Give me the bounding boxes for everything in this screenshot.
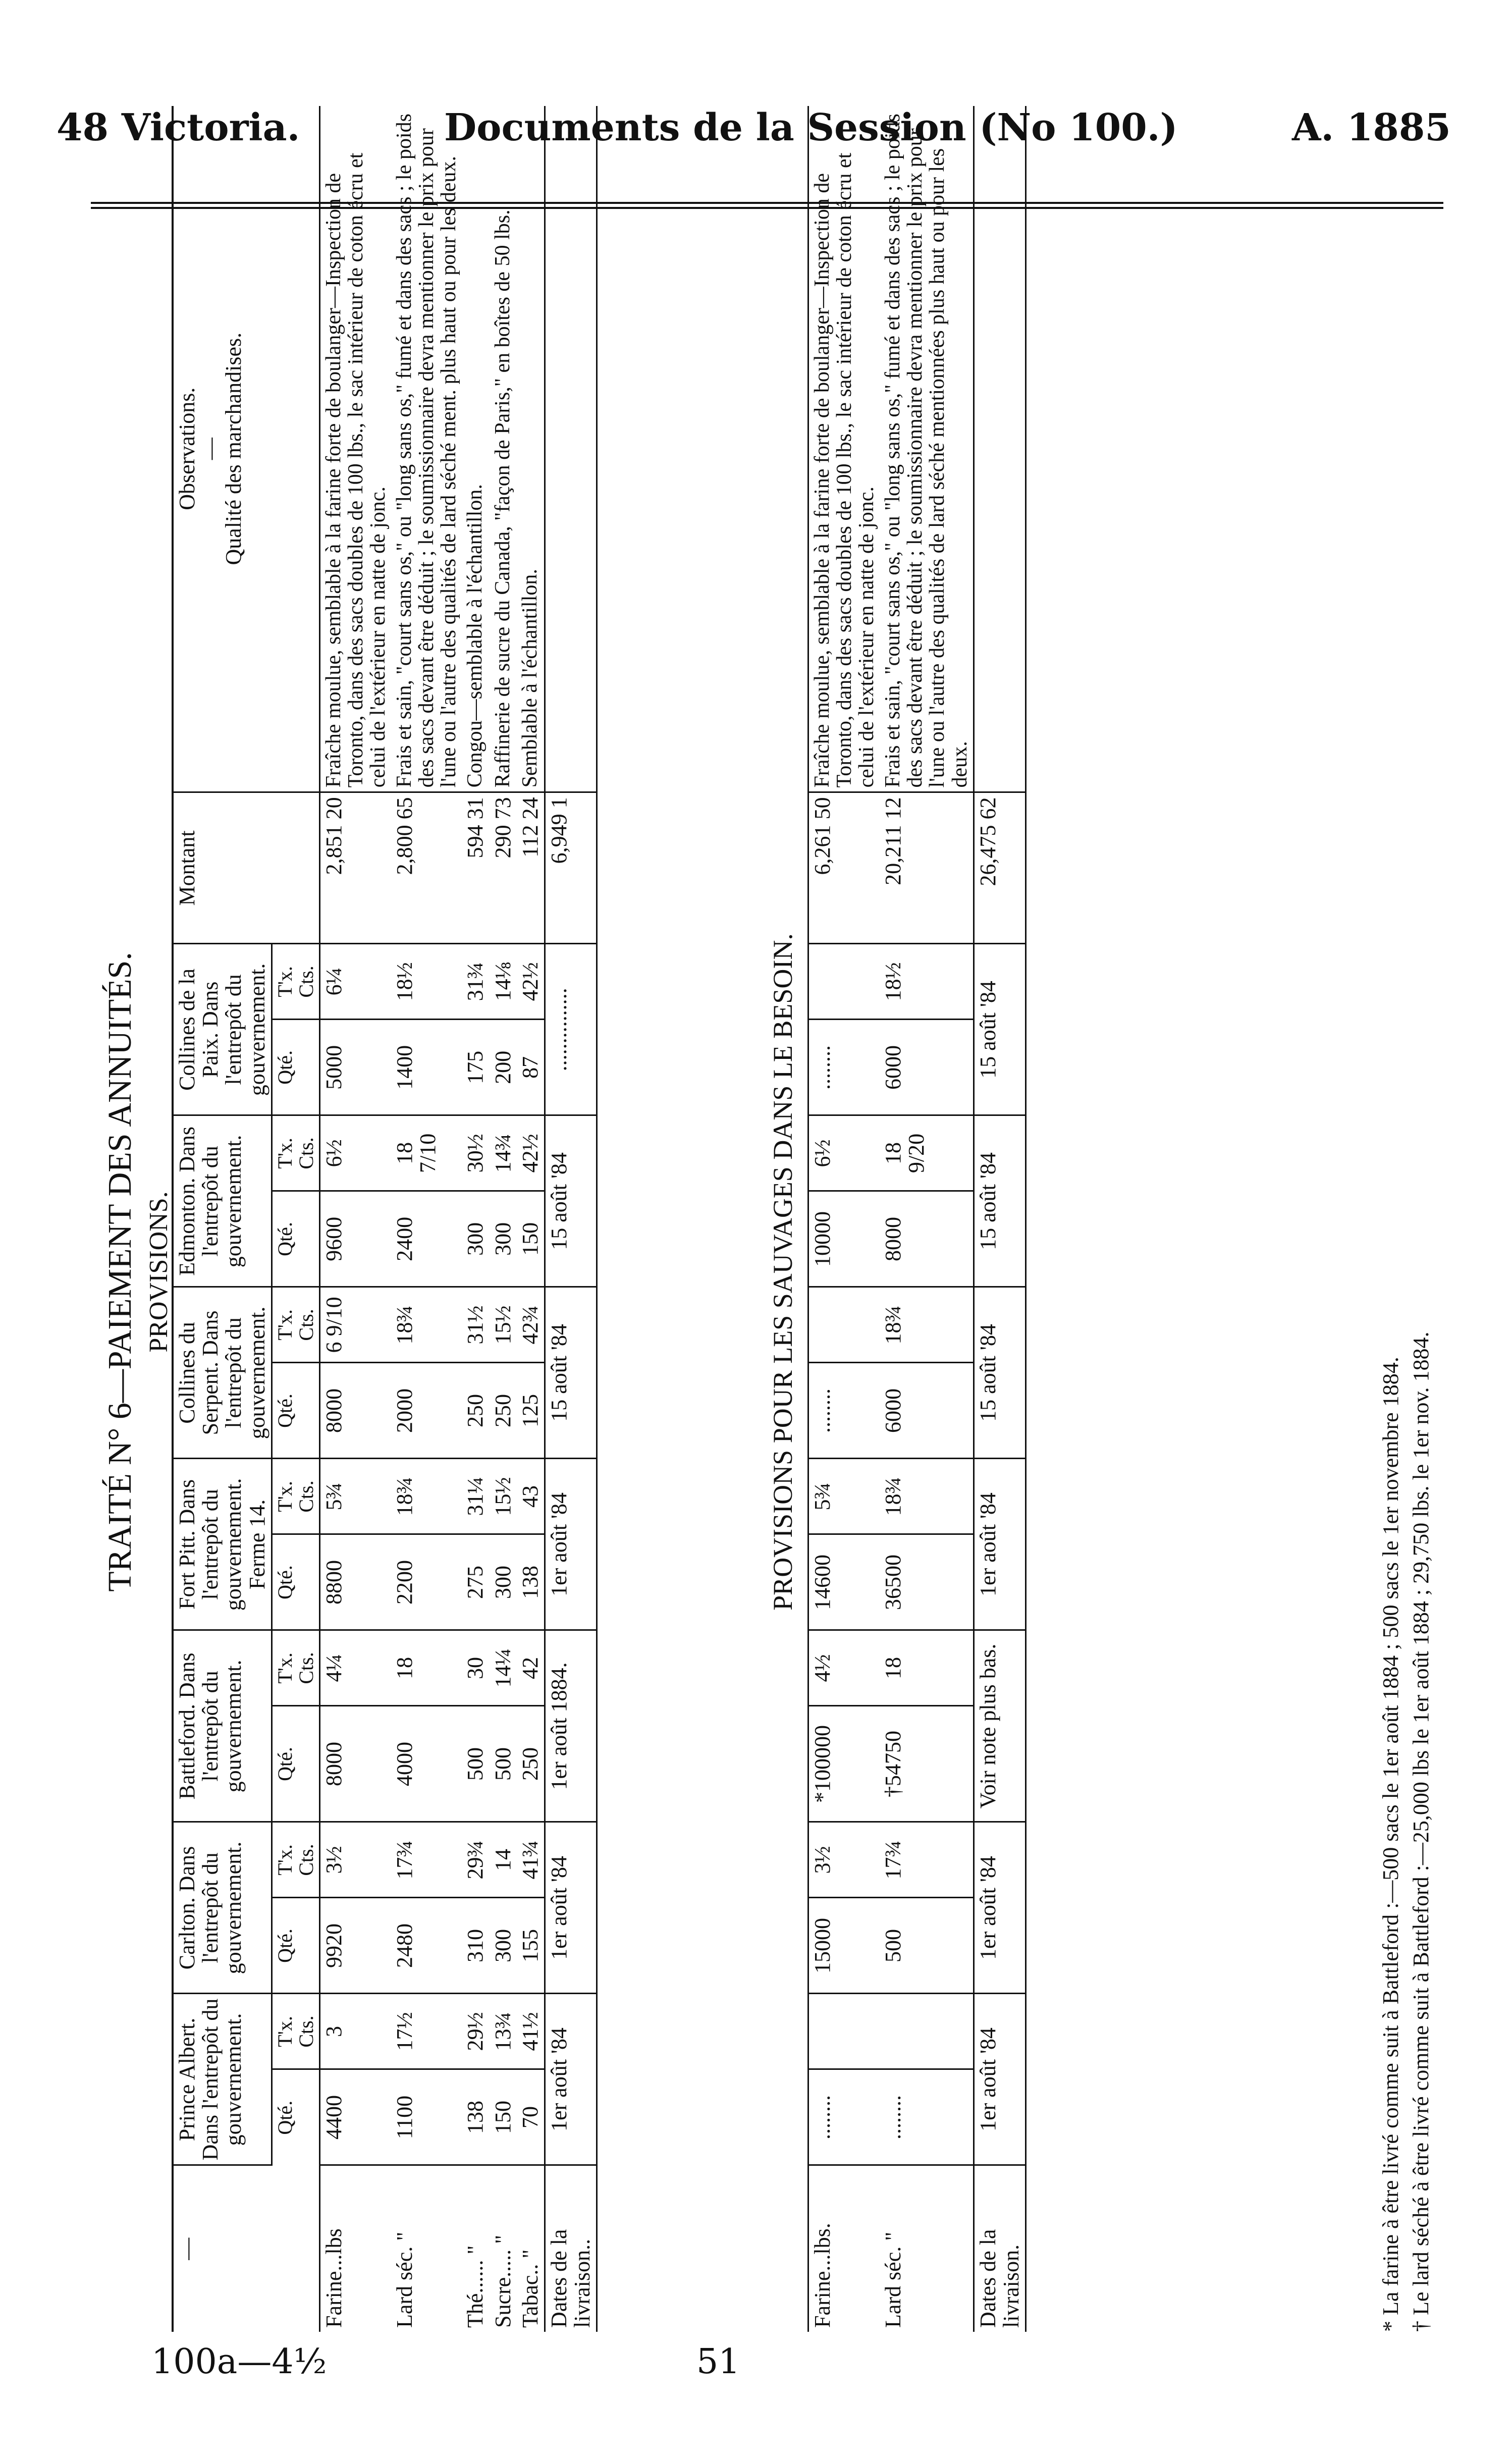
- tx-header: [272, 1287, 319, 1363]
- provisions-table: [172, 106, 598, 2332]
- price-cell: 18¾: [880, 1459, 974, 1534]
- tx-label: T'x.: [273, 2016, 296, 2047]
- observation-cell: Fraîche moulue, semblable à la farine forte de boulanger—Inspection de Toronto, dans des sacs doubles de 100 lbs., le sac intérieur de coton écru et celui de l'extérieur en natte de jonc.: [319, 106, 391, 792]
- table-row: [319, 106, 391, 2332]
- tx-label: T'x.: [273, 1844, 296, 1876]
- quantity-cell: 36500: [880, 1534, 974, 1630]
- quantity-cell: 70: [517, 2069, 545, 2165]
- table-row: [880, 106, 974, 2332]
- quantity-cell: 125: [517, 1363, 545, 1459]
- price-cell: 4¼: [319, 1630, 391, 1706]
- dates-label: Dates de la livraison..: [546, 2229, 595, 2328]
- quantity-cell: 300: [490, 1898, 517, 1994]
- quantity-cell: 2480: [391, 1898, 462, 1994]
- delivery-date-cell: 1er août '84: [545, 1822, 597, 1994]
- quantity-cell: 310: [462, 1898, 489, 1994]
- delivery-date-cell: 1er août '84: [974, 1459, 1025, 1630]
- amount-cell: 594 31: [462, 792, 489, 944]
- table-subtitle: PROVISIONS.: [144, 1191, 173, 1353]
- tx-header: [272, 1459, 319, 1534]
- needy-title: PROVISIONS POUR LES SAUVAGES DANS LE BESOIN.: [768, 933, 798, 1611]
- quantity-cell: 8000: [319, 1706, 391, 1822]
- price-cell: 6½: [808, 1115, 880, 1191]
- price-cell: 18¾: [391, 1287, 462, 1363]
- price-cell: 3½: [808, 1822, 880, 1898]
- price-cell: 41¾: [517, 1822, 545, 1898]
- header-document-title: Documents de la Session (No 100.): [444, 106, 1178, 149]
- price-cell: 17¾: [880, 1822, 974, 1898]
- price-cell: 13¾: [490, 1994, 517, 2069]
- quantity-cell: 500: [880, 1898, 974, 1994]
- empty-cell: [974, 106, 1025, 792]
- delivery-date-cell: 15 août '84: [545, 1115, 597, 1287]
- quantity-cell: 175: [462, 1020, 489, 1115]
- quantity-cell: 500: [462, 1706, 489, 1822]
- amount-cell: 6,261 50: [808, 792, 880, 944]
- price-cell: 6½: [319, 1115, 391, 1191]
- delivery-date-cell: 1er août '84: [545, 1994, 597, 2165]
- amount-cell: 290 73: [490, 792, 517, 944]
- quantity-cell: 1400: [391, 1020, 462, 1115]
- price-cell: 18¾: [391, 1459, 462, 1534]
- price-cell: 5¾: [319, 1459, 391, 1534]
- observation-cell: Congou—semblable à l'échantillon.: [462, 106, 489, 792]
- price-cell: 5¾: [808, 1459, 880, 1534]
- quantity-cell: *100000: [808, 1706, 880, 1822]
- quantity-cell: 9600: [319, 1191, 391, 1287]
- price-cell: 42½: [517, 944, 545, 1020]
- item-name: Tabac.. ": [517, 2249, 543, 2328]
- footnote-pork: † Le lard séché à être livré comme suit à Battleford :—25,000 lbs le 1er août 1884 ; 29,750 lbs. le 1er nov. 1884.: [1409, 1331, 1433, 2332]
- observations-title: Observations.: [175, 387, 199, 510]
- quantity-cell: ........: [880, 2069, 974, 2165]
- quantity-cell: 300: [490, 1534, 517, 1630]
- item-header: —: [173, 2165, 319, 2332]
- price-cell: 14¼: [490, 1630, 517, 1706]
- qte-header: Qté.: [272, 1534, 319, 1630]
- delivery-date-cell: 15 août '84: [974, 1115, 1025, 1287]
- quantity-cell: 2400: [391, 1191, 462, 1287]
- quantity-cell: 15000: [808, 1898, 880, 1994]
- table-row: [391, 106, 462, 2332]
- delivery-date-cell: 15 août '84: [974, 1287, 1025, 1459]
- price-cell: 3½: [319, 1822, 391, 1898]
- price-cell: 42¾: [517, 1287, 545, 1363]
- item-name: Farine...lbs: [321, 2228, 346, 2328]
- price-cell: 42½: [517, 1115, 545, 1191]
- price-cell: [808, 944, 880, 1020]
- quantity-cell: 2000: [391, 1363, 462, 1459]
- price-cell: [880, 1994, 974, 2069]
- tx-header: [272, 1994, 319, 2069]
- quantity-cell: 200: [490, 1020, 517, 1115]
- quantity-cell: 2200: [391, 1534, 462, 1630]
- item-name: Sucre..... ": [490, 2234, 515, 2328]
- item-name: Thé...... ": [463, 2245, 488, 2328]
- item-name: Farine...lbs.: [810, 2223, 835, 2328]
- quantity-cell: 138: [517, 1534, 545, 1630]
- cts-label: Cts.: [294, 966, 317, 998]
- col-collines-paix: Collines de la Paix. Dans l'entrepôt du gouvernement.: [173, 944, 272, 1115]
- tx-header: [272, 1115, 319, 1191]
- footnote-flour: * La farine à être livré comme suit à Battleford :—500 sacs le 1er août 1884 ; 500 sacs le 1er novembre 1884.: [1378, 1357, 1403, 2332]
- qte-header: Qté.: [272, 1706, 319, 1822]
- price-cell: 18: [880, 1630, 974, 1706]
- price-cell: 18½: [880, 944, 974, 1020]
- quantity-cell: 138: [462, 2069, 489, 2165]
- observation-cell: Frais et sain, "court sans os," ou "long sans os," fumé et dans des sacs ; le poids des sacs devant être déduit ; le soumissionnaire devra mentionner le prix pour l'une ou l'autre des qualités de lard séché ment. plus haut ou pour les deux.: [391, 106, 462, 792]
- price-cell: 3: [319, 1994, 391, 2069]
- observations-subtitle: Qualité des marchandises.: [221, 332, 246, 565]
- qte-header: Qté.: [272, 1363, 319, 1459]
- quantity-cell: ........: [808, 1363, 880, 1459]
- price-cell: 31½: [462, 1287, 489, 1363]
- cts-label: Cts.: [294, 1480, 317, 1513]
- quantity-cell: 6000: [880, 1363, 974, 1459]
- col-collines-serpent: Collines du Serpent. Dans l'entrepôt du gouvernement.: [173, 1287, 272, 1459]
- delivery-date-cell: 1er août '84: [545, 1459, 597, 1630]
- table-row: [808, 106, 880, 2332]
- tx-label: T'x.: [273, 966, 296, 997]
- price-cell: 15½: [490, 1459, 517, 1534]
- quantity-cell: 9920: [319, 1898, 391, 1994]
- price-cell: 18½: [391, 944, 462, 1020]
- quantity-cell: 8000: [319, 1363, 391, 1459]
- cts-label: Cts.: [294, 1309, 317, 1341]
- needy-provisions-table: [807, 106, 1027, 2332]
- price-cell: [808, 1287, 880, 1363]
- dates-label: Dates de la livraison.: [975, 2229, 1023, 2328]
- quantity-cell: 300: [490, 1191, 517, 1287]
- tx-label: T'x.: [273, 1309, 296, 1341]
- tx-header: [272, 944, 319, 1020]
- col-battleford: Battleford. Dans l'entrepôt du gouvernement.: [173, 1630, 272, 1822]
- quantity-cell: 10000: [808, 1191, 880, 1287]
- observation-cell: Raffinerie de sucre du Canada, "façon de Paris," en boîtes de 50 lbs.: [490, 106, 517, 792]
- table-row: [490, 106, 517, 2332]
- tx-header: [272, 1822, 319, 1898]
- price-cell: 14¾: [490, 1115, 517, 1191]
- price-cell: 6 9/10: [319, 1287, 391, 1363]
- delivery-date-cell: ...............: [545, 944, 597, 1115]
- quantity-cell: 300: [462, 1191, 489, 1287]
- price-cell: 14⅛: [490, 944, 517, 1020]
- table-row: [462, 106, 489, 2332]
- delivery-date-cell: 1er août '84: [974, 1994, 1025, 2165]
- price-cell: 31¼: [462, 1459, 489, 1534]
- price-cell: 30½: [462, 1115, 489, 1191]
- price-cell: 29¾: [462, 1822, 489, 1898]
- table-row: [517, 106, 545, 2332]
- amount-cell: 2,851 20: [319, 792, 391, 944]
- qte-header: Qté.: [272, 1191, 319, 1287]
- price-cell: 41½: [517, 1994, 545, 2069]
- col-carlton: Carlton. Dans l'entrepôt du gouvernement.: [173, 1822, 272, 1994]
- footer-code: 100a—4½: [151, 2342, 327, 2382]
- cts-label: Cts.: [294, 1844, 317, 1876]
- cts-label: Cts.: [294, 2015, 317, 2048]
- col-montant: Montant: [173, 792, 319, 944]
- price-cell: 31¾: [462, 944, 489, 1020]
- quantity-cell: 150: [517, 1191, 545, 1287]
- quantity-cell: 6000: [880, 1020, 974, 1115]
- col-edmonton: Edmonton. Dans l'entrepôt du gouvernement.: [173, 1115, 272, 1287]
- price-cell: 15½: [490, 1287, 517, 1363]
- item-name: Lard séc. ": [392, 2231, 417, 2328]
- quantity-cell: 8000: [880, 1191, 974, 1287]
- price-cell: 6¼: [319, 944, 391, 1020]
- col-prince-albert: Prince Albert. Dans l'entrepôt du gouvernement.: [173, 1994, 272, 2165]
- delivery-date-cell: Voir note plus bas.: [974, 1630, 1025, 1822]
- observations-dash: —: [198, 438, 223, 460]
- tx-header: [272, 1630, 319, 1706]
- quantity-cell: 8800: [319, 1534, 391, 1630]
- delivery-dates-row: [974, 106, 1025, 2332]
- delivery-date-cell: 15 août '84: [545, 1287, 597, 1459]
- quantity-cell: 250: [490, 1363, 517, 1459]
- price-cell: 43: [517, 1459, 545, 1534]
- observation-cell: Fraîche moulue, semblable à la farine forte de boulanger—Inspection de Toronto, dans des sacs doubles de 100 lbs., le sac intérieur de coton écru et celui de l'extérieur en natte de jonc.: [808, 106, 880, 792]
- cts-label: Cts.: [294, 1137, 317, 1169]
- quantity-cell: 150: [490, 2069, 517, 2165]
- qte-header: Qté.: [272, 1020, 319, 1115]
- delivery-date-cell: 1er août 1884.: [545, 1630, 597, 1822]
- price-cell: 18 9/20: [880, 1115, 974, 1191]
- quantity-cell: †54750: [880, 1706, 974, 1822]
- price-cell: 30: [462, 1630, 489, 1706]
- delivery-date-cell: 15 août '84: [974, 944, 1025, 1115]
- empty-cell: [545, 106, 597, 792]
- price-cell: 17¾: [391, 1822, 462, 1898]
- quantity-cell: ........: [808, 2069, 880, 2165]
- quantity-cell: 5000: [319, 1020, 391, 1115]
- col-fort-pitt: Fort Pitt. Dans l'entrepôt du gouvernement. Ferme 14.: [173, 1459, 272, 1630]
- observation-cell: Semblable à l'échantillon.: [517, 106, 545, 792]
- price-cell: 17½: [391, 1994, 462, 2069]
- quantity-cell: ........: [808, 1020, 880, 1115]
- tx-label: T'x.: [273, 1138, 296, 1169]
- quantity-cell: 1100: [391, 2069, 462, 2165]
- quantity-cell: 4400: [319, 2069, 391, 2165]
- quantity-cell: 250: [462, 1363, 489, 1459]
- qte-header: Qté.: [272, 2069, 319, 2165]
- quantity-cell: 250: [517, 1706, 545, 1822]
- qte-header: Qté.: [272, 1898, 319, 1994]
- quantity-cell: 14600: [808, 1534, 880, 1630]
- quantity-cell: 500: [490, 1706, 517, 1822]
- header-session-year: 48 Victoria.: [57, 106, 300, 149]
- amount-cell: 2,800 65: [391, 792, 462, 944]
- price-cell: 29½: [462, 1994, 489, 2069]
- amount-cell: 20,211 12: [880, 792, 974, 944]
- cts-label: Cts.: [294, 1652, 317, 1684]
- footer-page-number: 51: [696, 2342, 740, 2382]
- price-cell: 18: [391, 1630, 462, 1706]
- tx-label: T'x.: [273, 1652, 296, 1684]
- quantity-cell: 87: [517, 1020, 545, 1115]
- price-cell: 18 7/10: [391, 1115, 462, 1191]
- total-amount-cell: 26,475 62: [974, 792, 1025, 944]
- table-title: TRAITÉ N° 6—PAIEMENT DES ANNUITÉS.: [101, 952, 138, 1592]
- col-observations: [173, 106, 319, 792]
- header-year: A. 1885: [1292, 106, 1451, 149]
- price-cell: 18¾: [880, 1287, 974, 1363]
- price-cell: 4½: [808, 1630, 880, 1706]
- delivery-dates-row: [545, 106, 597, 2332]
- delivery-date-cell: 1er août '84: [974, 1822, 1025, 1994]
- price-cell: 42: [517, 1630, 545, 1706]
- amount-cell: 112 24: [517, 792, 545, 944]
- observation-cell: Frais et sain, "court sans os," ou "long sans os," fumé et dans des sacs ; le poids des sacs devant être déduit ; le soumissionnaire devra mentionner le prix pour l'une ou l'autre des qualités de lard séché mentionnées plus haut ou pour les deux.: [880, 106, 974, 792]
- total-amount-cell: 6,949 1: [545, 792, 597, 944]
- quantity-cell: 155: [517, 1898, 545, 1994]
- quantity-cell: 275: [462, 1534, 489, 1630]
- price-cell: 14: [490, 1822, 517, 1898]
- item-name: Lard séc. ": [881, 2231, 906, 2328]
- price-cell: [808, 1994, 880, 2069]
- tx-label: T'x.: [273, 1481, 296, 1512]
- quantity-cell: 4000: [391, 1706, 462, 1822]
